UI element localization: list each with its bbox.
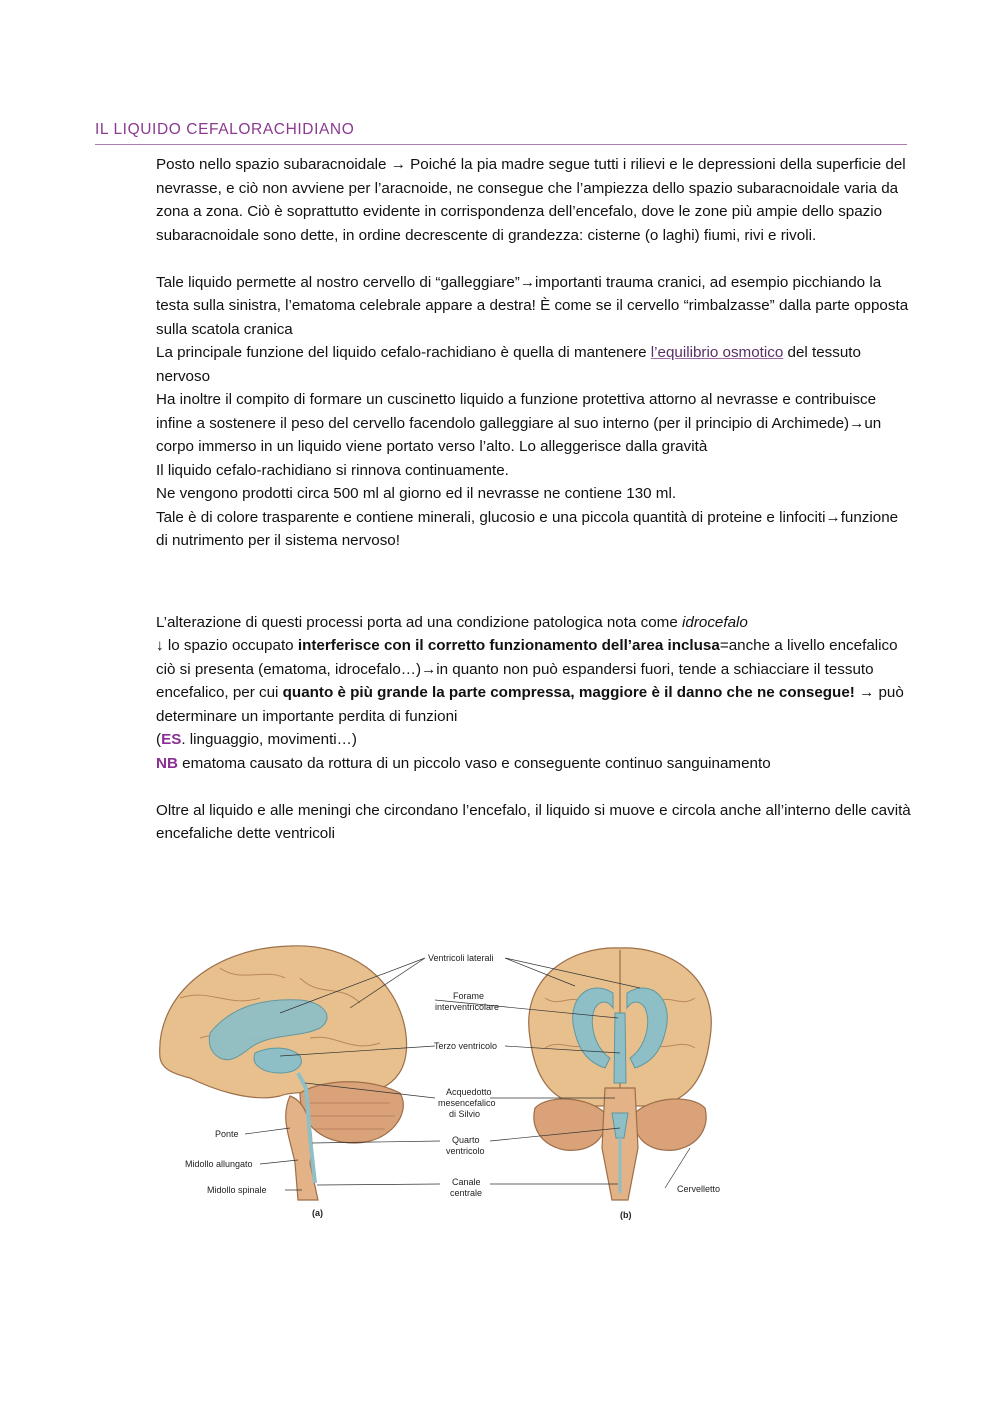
label-cervelletto: Cervelletto bbox=[677, 1184, 721, 1194]
ventricles-illustration bbox=[150, 938, 760, 1228]
brain-posterior-view bbox=[529, 948, 712, 1200]
paragraph-spazio-occupato: ↓ lo spazio occupato interferisce con il corretto funzionamento dell’area inclusa=anche a livello encefalico ciò si presenta (ematoma, idrocefalo…)→in quanto non può espandersi fuori, tende a schiacciare il tessuto encefalico, per cui quanto è più grande la parte compressa, maggiore è il danno che ne consegue! → può determinare un importante perdita di funzioni bbox=[156, 637, 904, 725]
section-heading: IL LIQUIDO CEFALORACHIDIANO bbox=[95, 121, 907, 145]
label-ventricolo: ventricolo bbox=[446, 1146, 485, 1156]
label-terzo-ventricolo: Terzo ventricolo bbox=[434, 1041, 498, 1051]
arrow-right-icon: → bbox=[390, 156, 406, 173]
arrow-down-icon: ↓ bbox=[156, 637, 164, 654]
label-forame: Forame bbox=[453, 991, 485, 1001]
caption-b: (b) bbox=[620, 1210, 632, 1220]
caption-a: (a) bbox=[312, 1208, 323, 1218]
label-acquedotto: Acquedotto bbox=[446, 1087, 492, 1097]
label-centrale: centrale bbox=[450, 1188, 483, 1198]
label-midollo-spinale: Midollo spinale bbox=[207, 1185, 267, 1195]
paragraph-subarachnoid: Posto nello spazio subaracnoidale → Poiché la pia madre segue tutti i rilievi e le depressioni della superficie del nevrasse, e ciò non avviene per l’aracnoide, ne consegue che l’ampiezza dello spazio subaracnoidale varia da zona a zona. Ciò è soprattutto evidente in corrispondenza dell’encefalo, dove le zone più ampie dello spazio subaracnoidale sono dette, in ordine decrescente di grandezza: cisterne (o laghi) fiumi, rivi e rivoli. bbox=[156, 156, 906, 244]
label-interventricolare: interventricolare bbox=[435, 1002, 500, 1012]
paragraph-produzione: Ne vengono prodotti circa 500 ml al giorno ed il nevrasse ne contiene 130 ml. bbox=[156, 485, 677, 502]
arrow-right-icon: → bbox=[854, 684, 875, 701]
label-mesencefalico: mesencefalico bbox=[438, 1098, 496, 1108]
link-equilibrio-osmotico[interactable]: l’equilibrio osmotico bbox=[650, 344, 784, 361]
paragraph-rinnova: Il liquido cefalo-rachidiano si rinnova continuamente. bbox=[156, 461, 509, 479]
paragraph-ventricoli: Oltre al liquido e alle meningi che circondano l’encefalo, il liquido si muove e circola anche all’interno delle cavità encefaliche dette ventricoli bbox=[156, 801, 911, 842]
label-ventricoli-laterali: Ventricoli laterali bbox=[428, 953, 494, 963]
label-ponte: Ponte bbox=[215, 1129, 239, 1139]
paragraph-funzione: La principale funzione del liquido cefalo-rachidiano è quella di mantenere l’equilibrio osmotico del tessuto nervoso bbox=[156, 344, 861, 385]
brain-ventricles-figure bbox=[150, 938, 760, 1228]
paragraph-nota-bene: NB ematoma causato da rottura di un piccolo vaso e conseguente continuo sanguinamento bbox=[156, 754, 771, 772]
label-midollo-allungato: Midollo allungato bbox=[185, 1159, 253, 1169]
label-di-silvio: di Silvio bbox=[449, 1109, 481, 1119]
paragraph-colore: Tale è di colore trasparente e contiene minerali, glucosio e una piccola quantità di proteine e linfociti→funzione di nutrimento per il sistema nervoso! bbox=[156, 508, 899, 549]
paragraph-galleggiare: Tale liquido permette al nostro cervello di “galleggiare”→importanti trauma cranici, ad esempio picchiando la testa sulla sinistra, l’ematoma celebrale appare a destra! È come se il cervello “rimbalzasse” dalla parte opposta sulla scatola cranica bbox=[156, 273, 909, 338]
label-canale: Canale bbox=[452, 1177, 481, 1187]
document-body bbox=[156, 153, 911, 846]
paragraph-esempio: (ES. linguaggio, movimenti…) bbox=[156, 731, 357, 748]
es-label: ES bbox=[161, 731, 182, 748]
arrow-right-icon: → bbox=[849, 414, 865, 432]
nb-label: NB bbox=[156, 754, 178, 772]
paragraph-alterazione: L’alterazione di questi processi porta ad una condizione patologica nota come idrocefalo bbox=[156, 613, 748, 631]
arrow-right-icon: → bbox=[421, 660, 437, 678]
paragraph-cuscinetto: Ha inoltre il compito di formare un cuscinetto liquido a funzione protettiva attorno al nevrasse e contribuisce infine a sostenere il peso del cervello facendolo galleggiare al suo interno (per il principio di Archimede)→un corpo immerso in un liquido viene portato verso l’alto. Lo alleggerisce dalla gravità bbox=[156, 391, 882, 455]
arrow-right-icon: → bbox=[519, 273, 536, 291]
arrow-right-icon: → bbox=[825, 508, 841, 526]
label-quarto: Quarto bbox=[452, 1135, 480, 1145]
